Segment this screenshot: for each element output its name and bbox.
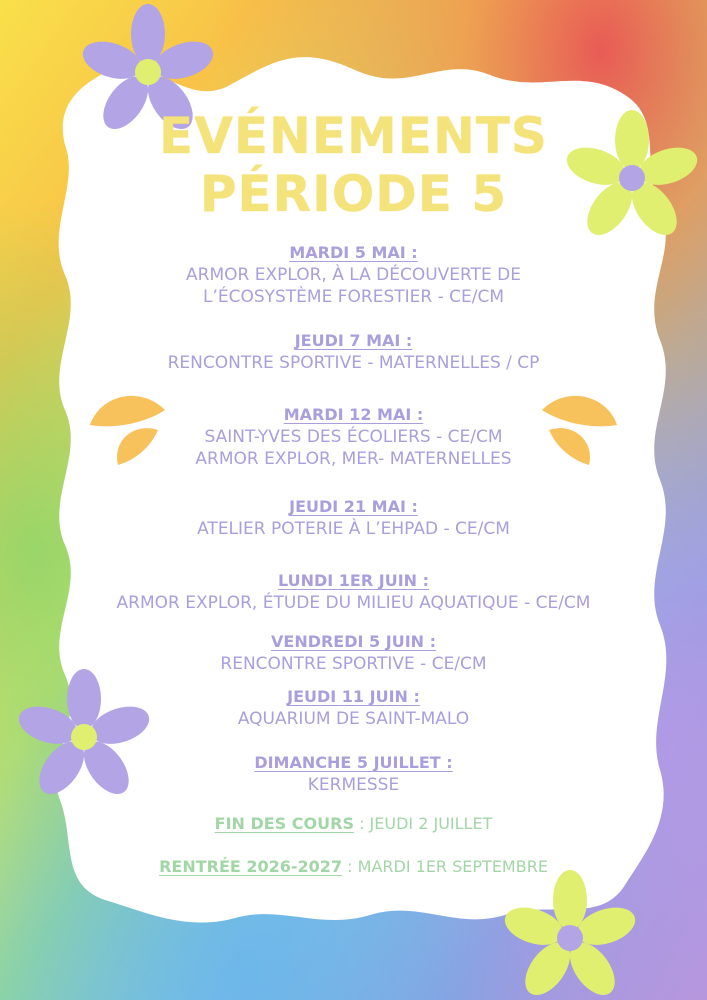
end-of-classes: [0, 813, 707, 835]
event-date: LUNDI 1ER JUIN :: [277, 571, 430, 590]
event-description: RENCONTRE SPORTIVE - CE/CM: [220, 654, 487, 674]
event-description: ATELIER POTERIE À L’EHPAD - CE/CM: [197, 519, 510, 539]
end-of-classes-value: : JEUDI 2 JUILLET: [353, 814, 493, 833]
school-return-value: : MARDI 1ER SEPTEMBRE: [342, 857, 548, 876]
event-item: [0, 631, 707, 675]
event-item: [0, 752, 707, 796]
event-item: [0, 242, 707, 308]
school-return-label: RENTRÉE 2026-2027: [159, 857, 343, 876]
event-description: AQUARIUM DE SAINT-MALO: [237, 709, 470, 729]
end-of-classes-label: FIN DES COURS: [214, 814, 354, 833]
event-description: RENCONTRE SPORTIVE - MATERNELLES / CP: [167, 353, 540, 373]
event-item: [0, 404, 707, 470]
event-item: [0, 570, 707, 614]
event-date: MARDI 12 MAI :: [283, 405, 424, 424]
event-description: ARMOR EXPLOR, MER- MATERNELLES: [195, 449, 512, 469]
event-date: JEUDI 21 MAI :: [289, 497, 418, 516]
event-description: ARMOR EXPLOR, ÉTUDE DU MILIEU AQUATIQUE - CE/CM: [116, 593, 591, 613]
event-date: MARDI 5 MAI :: [289, 243, 418, 262]
event-item: [0, 330, 707, 374]
event-description: L’ÉCOSYSTÈME FORESTIER - CE/CM: [202, 287, 505, 307]
event-date: DIMANCHE 5 JUILLET :: [254, 753, 453, 772]
event-description: ARMOR EXPLOR, À LA DÉCOUVERTE DE: [186, 265, 521, 285]
school-return: [0, 856, 707, 878]
event-description: SAINT-YVES DES ÉCOLIERS - CE/CM: [204, 427, 503, 447]
event-date: VENDREDI 5 JUIN :: [271, 632, 436, 651]
title-line-2: PÉRIODE 5: [199, 165, 508, 223]
event-item: [0, 686, 707, 730]
flower-icon: [500, 870, 640, 1000]
event-item: [0, 496, 707, 540]
event-description: KERMESSE: [307, 775, 400, 795]
title-line-1: EVÉNEMENTS: [159, 107, 548, 165]
event-date: JEUDI 11 JUIN :: [287, 687, 420, 706]
event-date: JEUDI 7 MAI :: [294, 331, 413, 350]
